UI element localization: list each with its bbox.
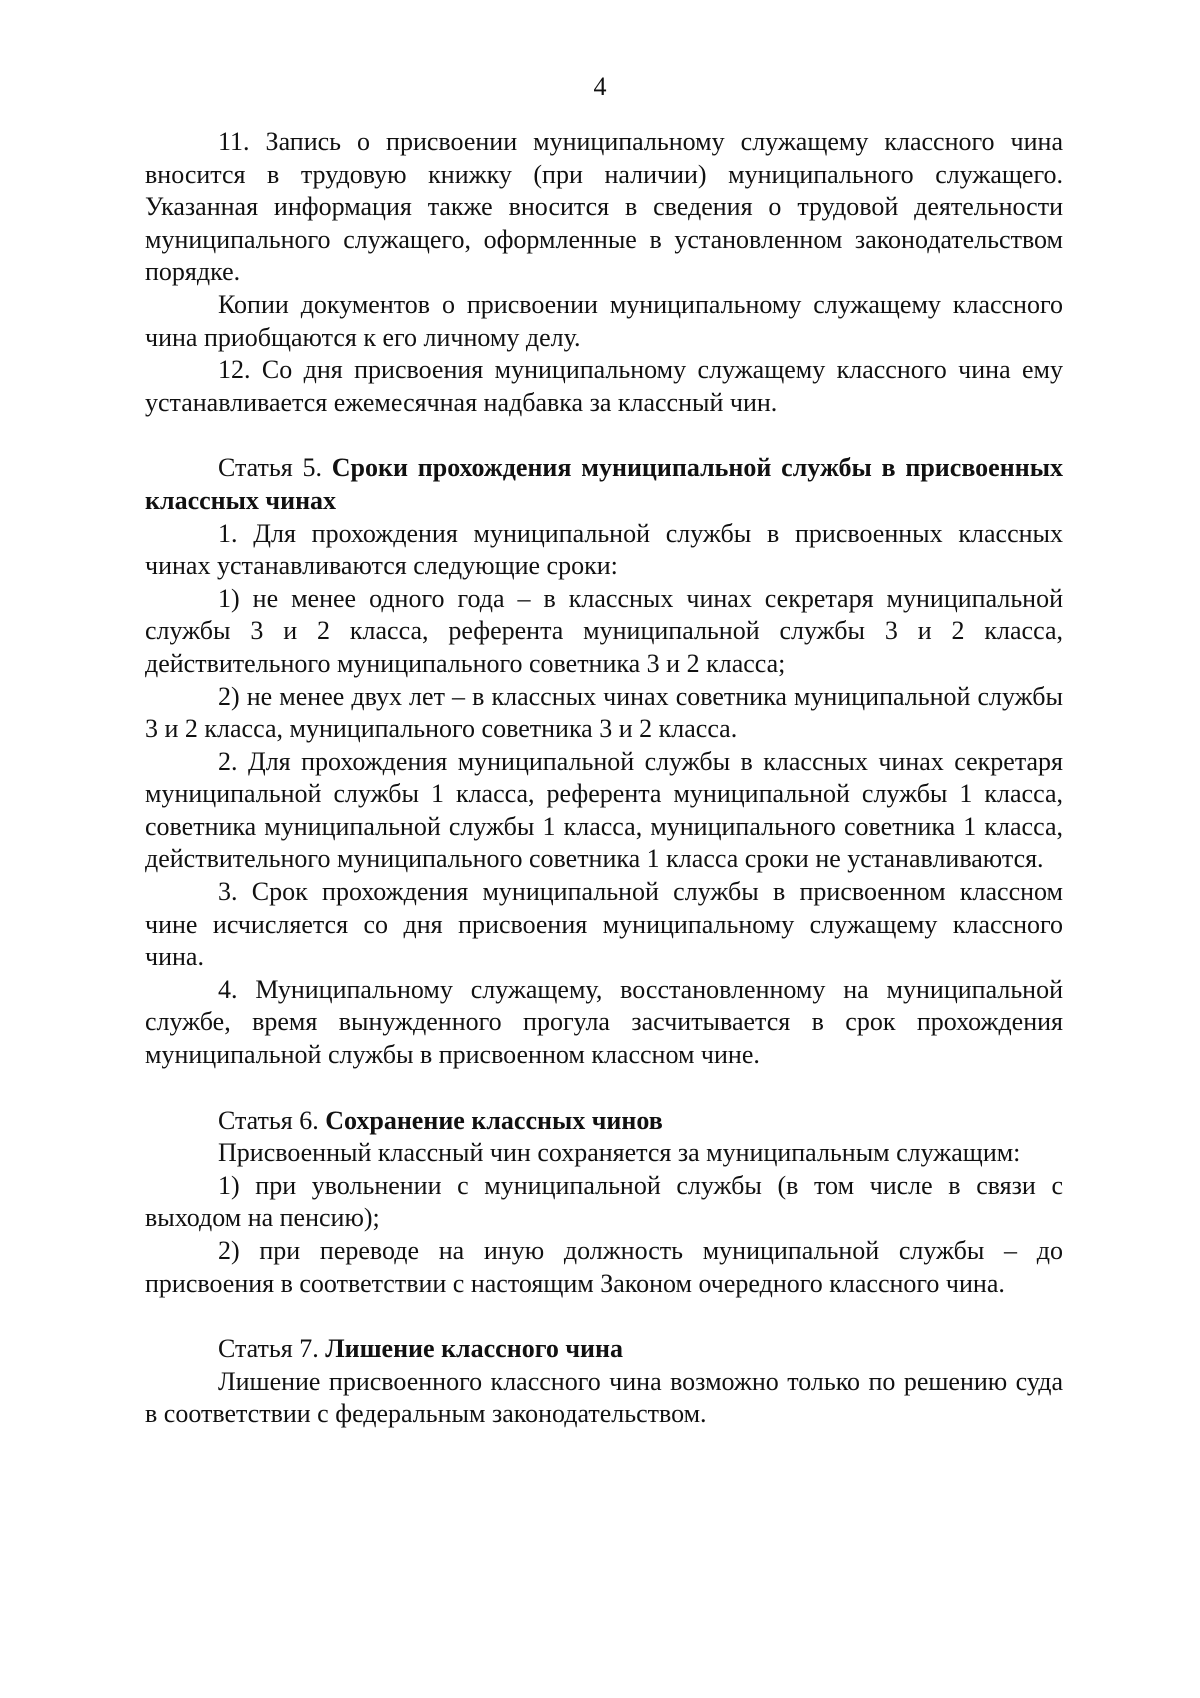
article-5-heading	[145, 452, 1063, 517]
article-7-title: Лишение классного чина	[325, 1334, 623, 1364]
article-7-prefix: Статья 7.	[218, 1334, 326, 1364]
article-6-paragraph: 2) при переводе на иную должность муниципальной службы – до присвоения в соответствии с настоящим Законом очередного классного чина.	[145, 1236, 1063, 1298]
article-7-heading	[145, 1333, 1063, 1366]
document-body	[145, 126, 1063, 1431]
article-5-paragraph: 2. Для прохождения муниципальной службы в классных чинах секретаря муниципальной службы 1 класса, референта муниципальной службы 1 класса, советника муниципальной службы 1 класса, муниципального советника 1 класса, действительного муниципального советника 1 класса сроки не устанавливаются.	[145, 746, 1063, 874]
article-6-paragraph: Присвоенный классный чин сохраняется за муниципальным служащим:	[218, 1138, 1021, 1168]
paragraph-11: 11. Запись о присвоении муниципальному служащему классного чина вносится в трудовую книжку (при наличии) муниципального служащего. Указанная информация также вносится в сведения о трудовой деятельности муниципального служащего, оформленные в установленном законодательством порядке.	[145, 127, 1063, 287]
article-5-paragraph: 4. Муниципальному служащему, восстановленному на муниципальной службе, время вынужденного прогула засчитывается в срок прохождения муниципальной службы в присвоенном классном чине.	[145, 974, 1063, 1070]
paragraph-copies: Копии документов о присвоении муниципальному служащему классного чина приобщаются к его личному делу.	[145, 289, 1063, 352]
article-5-paragraph: 1) не менее одного года – в классных чинах секретаря муниципальной службы 3 и 2 класса, референта муниципальной службы 3 и 2 класса, действительного муниципального советника 3 и 2 класса;	[145, 583, 1063, 678]
article-7-paragraph: Лишение присвоенного классного чина возможно только по решению суда в соответствии с федеральным законодательством.	[145, 1366, 1063, 1429]
article-6-prefix: Статья 6.	[218, 1105, 326, 1135]
article-6-title: Сохранение классных чинов	[325, 1105, 663, 1135]
article-6-paragraph: 1) при увольнении с муниципальной службы (в том числе в связи с выходом на пенсию);	[145, 1170, 1063, 1233]
article-5-paragraph: 3. Срок прохождения муниципальной службы в присвоенном классном чине исчисляется со дня присвоения муниципальному служащему классного чина.	[145, 877, 1063, 972]
article-5-title: Сроки прохождения муниципальной службы в присвоенных классных чинах	[145, 453, 1063, 515]
article-6-heading	[145, 1105, 1063, 1138]
article-5-paragraph: 1. Для прохождения муниципальной службы в присвоенных классных чинах устанавливаются следующие сроки:	[145, 518, 1063, 581]
paragraph-12: 12. Со дня присвоения муниципальному служащему классного чина ему устанавливается ежемесячная надбавка за классный чин.	[145, 355, 1063, 417]
page-number: 4	[593, 72, 607, 101]
article-5-prefix: Статья 5.	[218, 453, 332, 483]
article-5-paragraph: 2) не менее двух лет – в классных чинах советника муниципальной службы 3 и 2 класса, муниципального советника 3 и 2 класса.	[145, 681, 1063, 744]
